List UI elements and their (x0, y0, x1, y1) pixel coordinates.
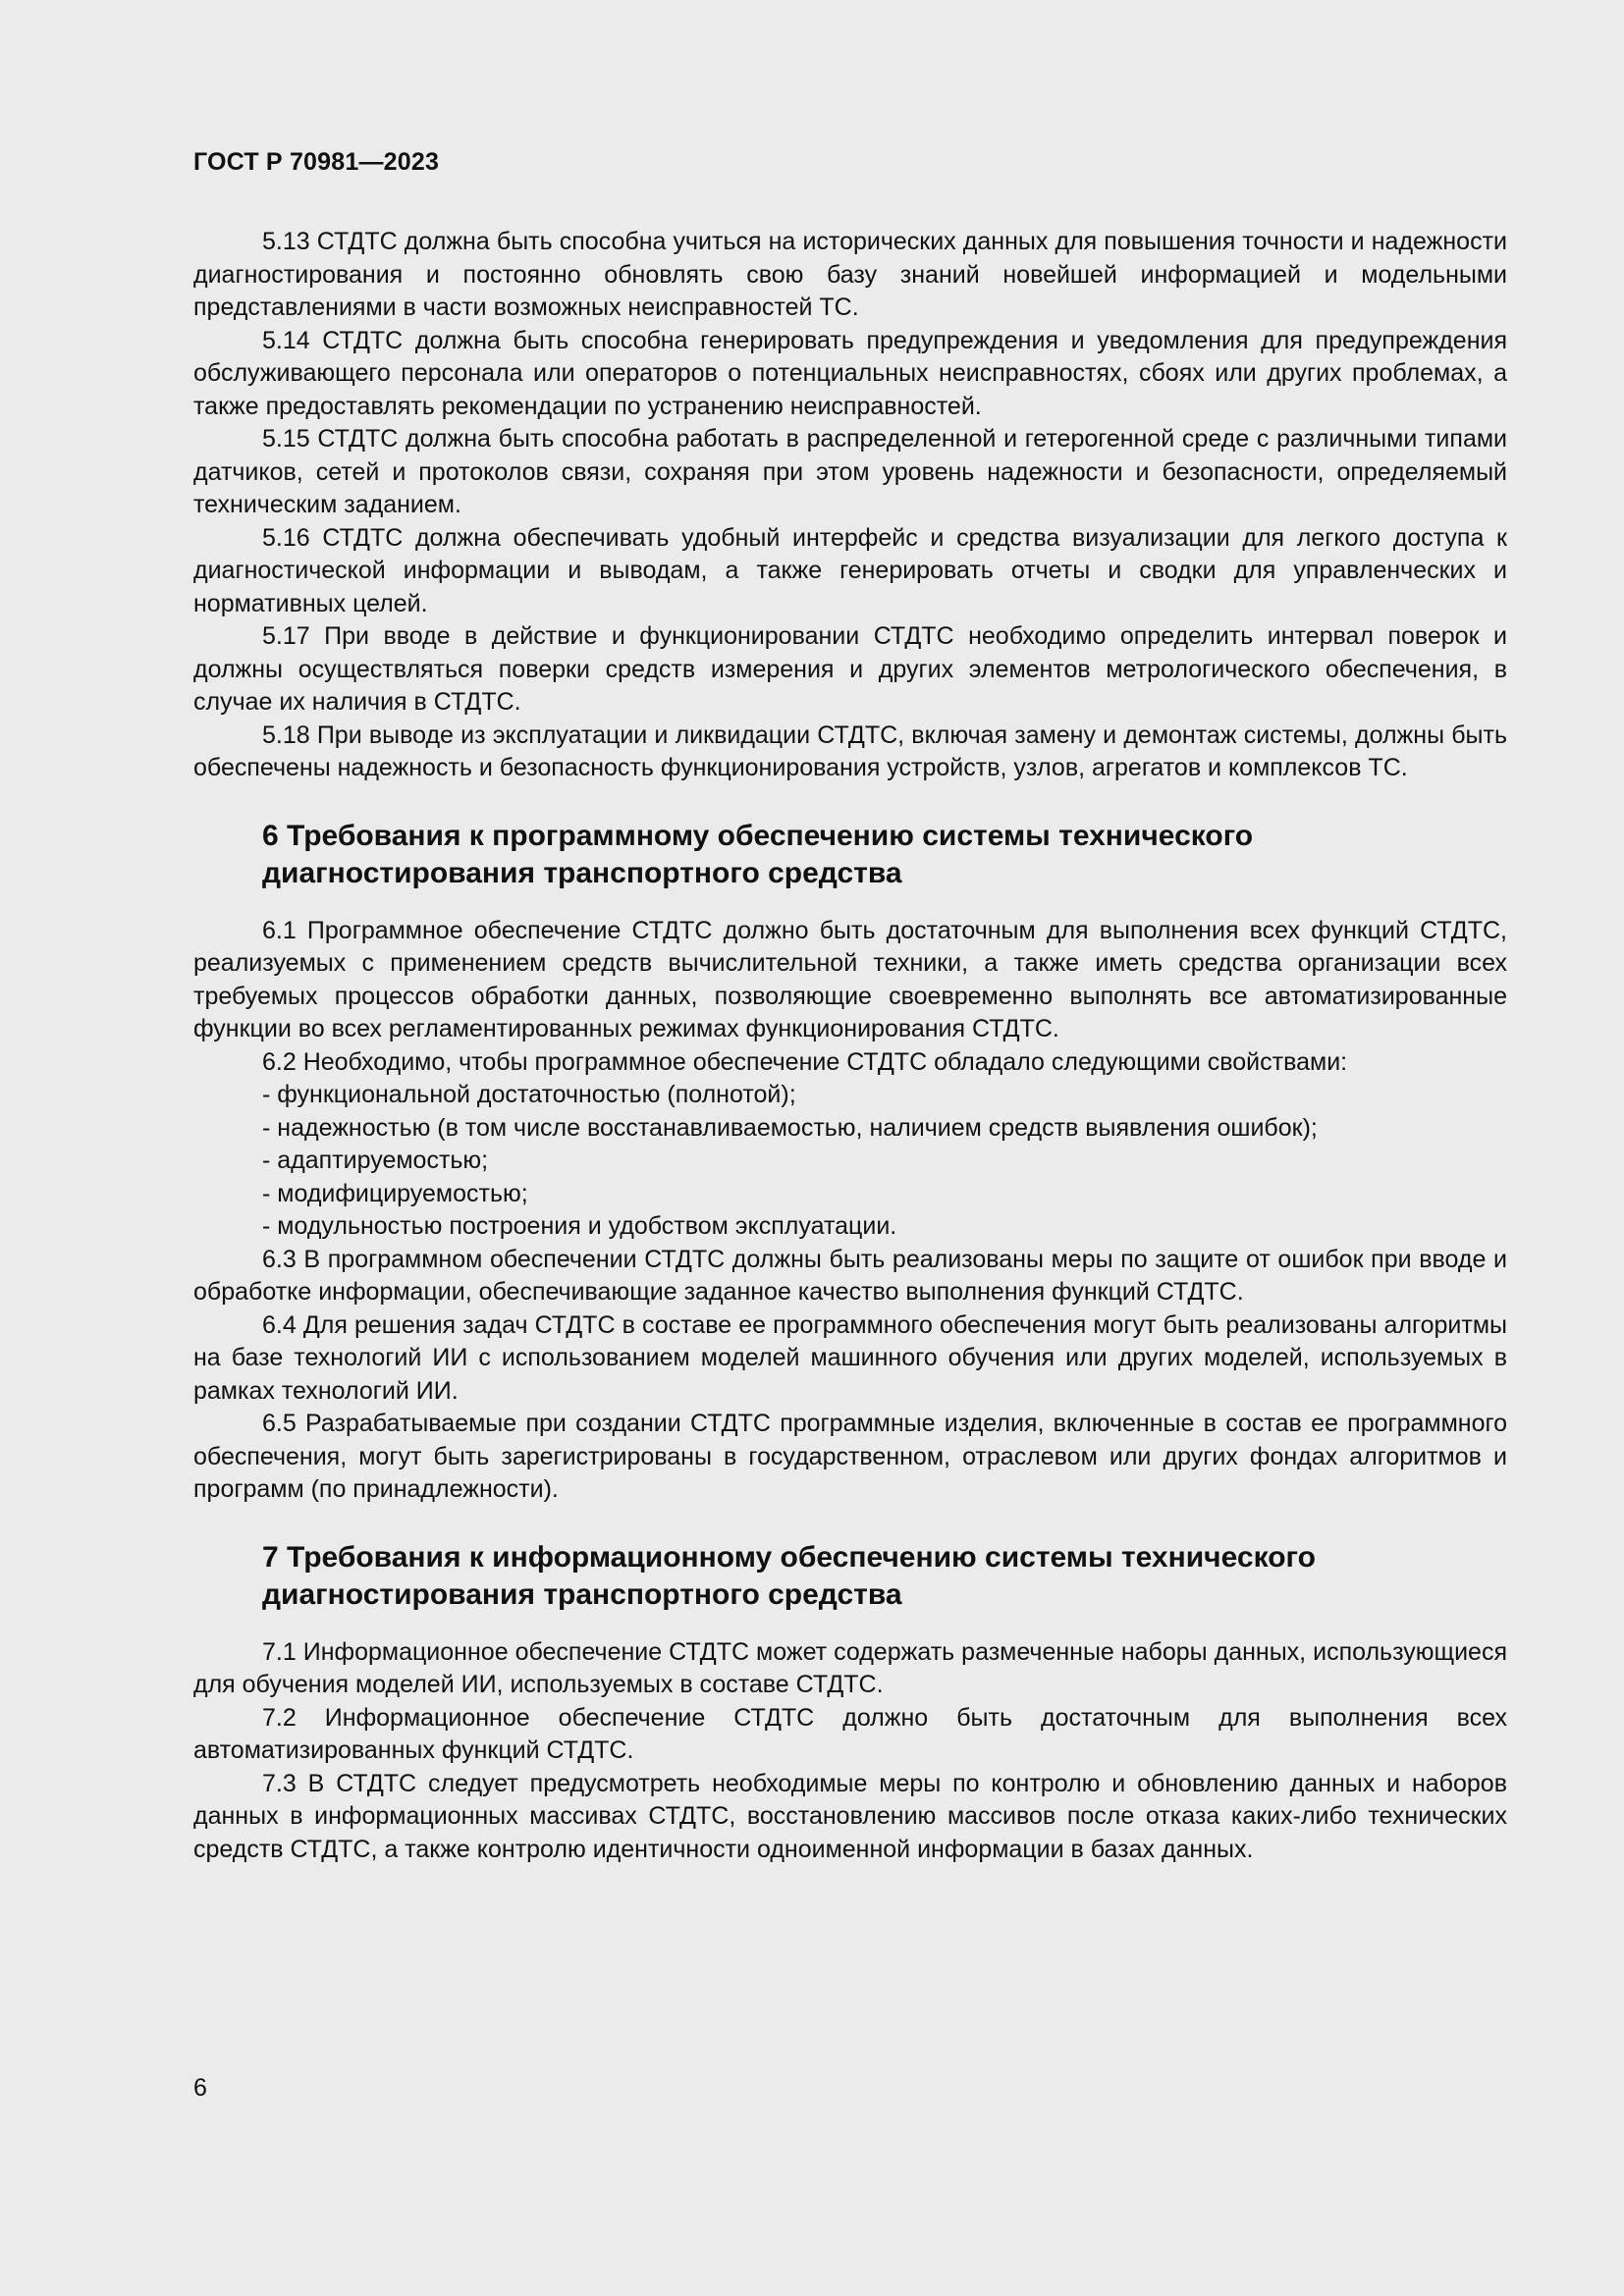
paragraph-6-5: 6.5 Разрабатываемые при создании СТДТС программные изделия, включенные в состав ее программного обеспечения, могут быть зарегистрированы в государственном, отраслевом или других фондах алгоритмов и программ (по принадлежности). (193, 1410, 1507, 1503)
paragraph-5-14: 5.14 СТДТС должна быть способна генерировать предупреждения и уведомления для предупреждения обслуживающего персонала или операторов о потенциальных неисправностях, сбоях или других проблемах, а также предоставлять рекомендации по устранению неисправностей. (193, 326, 1507, 420)
paragraph-6-2: 6.2 Необходимо, чтобы программное обеспечение СТДТС обладало следующими свойствами: (262, 1047, 1348, 1076)
paragraph-5-18: 5.18 При выводе из эксплуатации и ликвидации СТДТС, включая замену и демонтаж системы, должны быть обеспечены надежность и безопасность функционирования устройств, узлов, агрегатов и комплексов ТС. (193, 721, 1507, 781)
paragraph-5-17: 5.17 При вводе в действие и функционировании СТДТС необходимо определить интервал поверок и должны осуществляться поверки средств измерения и других элементов метрологического обеспечения, в случае их наличия в СТДТС. (193, 622, 1507, 716)
paragraph-6-1: 6.1 Программное обеспечение СТДТС должно быть достаточным для выполнения всех функций СТДТС, реализуемых с применением средств вычислительной техники, а также иметь средства организации всех требуемых процессов обработки данных, позволяющие своевременно выполнять все автоматизированные функции во всех регламентированных режимах функционирования СТДТС. (193, 916, 1507, 1042)
paragraph-6-4: 6.4 Для решения задач СТДТС в составе ее программного обеспечения могут быть реализованы алгоритмы на базе технологий ИИ с использованием моделей машинного обучения или других моделей, используемых в рамках технологий ИИ. (193, 1310, 1507, 1405)
list-item: - модифицируемостью; (262, 1179, 528, 1207)
paragraph-7-1: 7.1 Информационное обеспечение СТДТС может содержать размеченные наборы данных, использующиеся для обучения моделей ИИ, используемых в составе СТДТС. (193, 1637, 1507, 1698)
section-6-title: 6 Требования к программному обеспечению системы технического диагностирования транспортного средства (262, 819, 1254, 889)
list-item: - адаптируемостью; (262, 1147, 489, 1174)
paragraph-6-3: 6.3 В программном обеспечении СТДТС должны быть реализованы меры по защите от ошибок при вводе и обработке информации, обеспечивающие заданное качество выполнения функций СТДТС. (193, 1245, 1507, 1306)
section-7-title: 7 Требования к информационному обеспечению системы технического диагностирования транспортного средства (262, 1540, 1316, 1611)
list-item: - функциональной достаточностью (полнотой); (262, 1081, 796, 1108)
paragraph-5-15: 5.15 СТДТС должна быть способна работать в распределенной и гетерогенной среде с различными типами датчиков, сетей и протоколов связи, сохраняя при этом уровень надежности и безопасности, определяемый техническим заданием. (193, 425, 1507, 518)
page-number: 6 (193, 2074, 207, 2102)
document-page (193, 0, 1507, 2296)
list-item: - модульностью построения и удобством эксплуатации. (262, 1212, 897, 1240)
paragraph-7-2: 7.2 Информационное обеспечение СТДТС должно быть достаточным для выполнения всех автоматизированных функций СТДТС. (193, 1703, 1507, 1764)
list-item: - надежностью (в том числе восстанавливаемостью, наличием средств выявления ошибок); (262, 1113, 1318, 1142)
paragraph-5-13: 5.13 СТДТС должна быть способна учиться на исторических данных для повышения точности и надежности диагностирования и постоянно обновлять свою базу знаний новейшей информацией и модельными представлениями в части возможных неисправностей ТС. (193, 228, 1507, 321)
paragraph-7-3: 7.3 В СТДТС следует предусмотреть необходимые меры по контролю и обновлению данных и наборов данных в информационных массивах СТДТС, восстановлению массивов после отказа каких-либо технических средств СТДТС, а также контролю идентичности одноименной информации в базах данных. (193, 1769, 1507, 1863)
document-code-header: ГОСТ Р 70981—2023 (193, 148, 440, 176)
paragraph-5-16: 5.16 СТДТС должна обеспечивать удобный интерфейс и средства визуализации для легкого доступа к диагностической информации и выводам, а также генерировать отчеты и сводки для управленческих и нормативных целей. (193, 523, 1507, 617)
document-body (193, 226, 1507, 1866)
